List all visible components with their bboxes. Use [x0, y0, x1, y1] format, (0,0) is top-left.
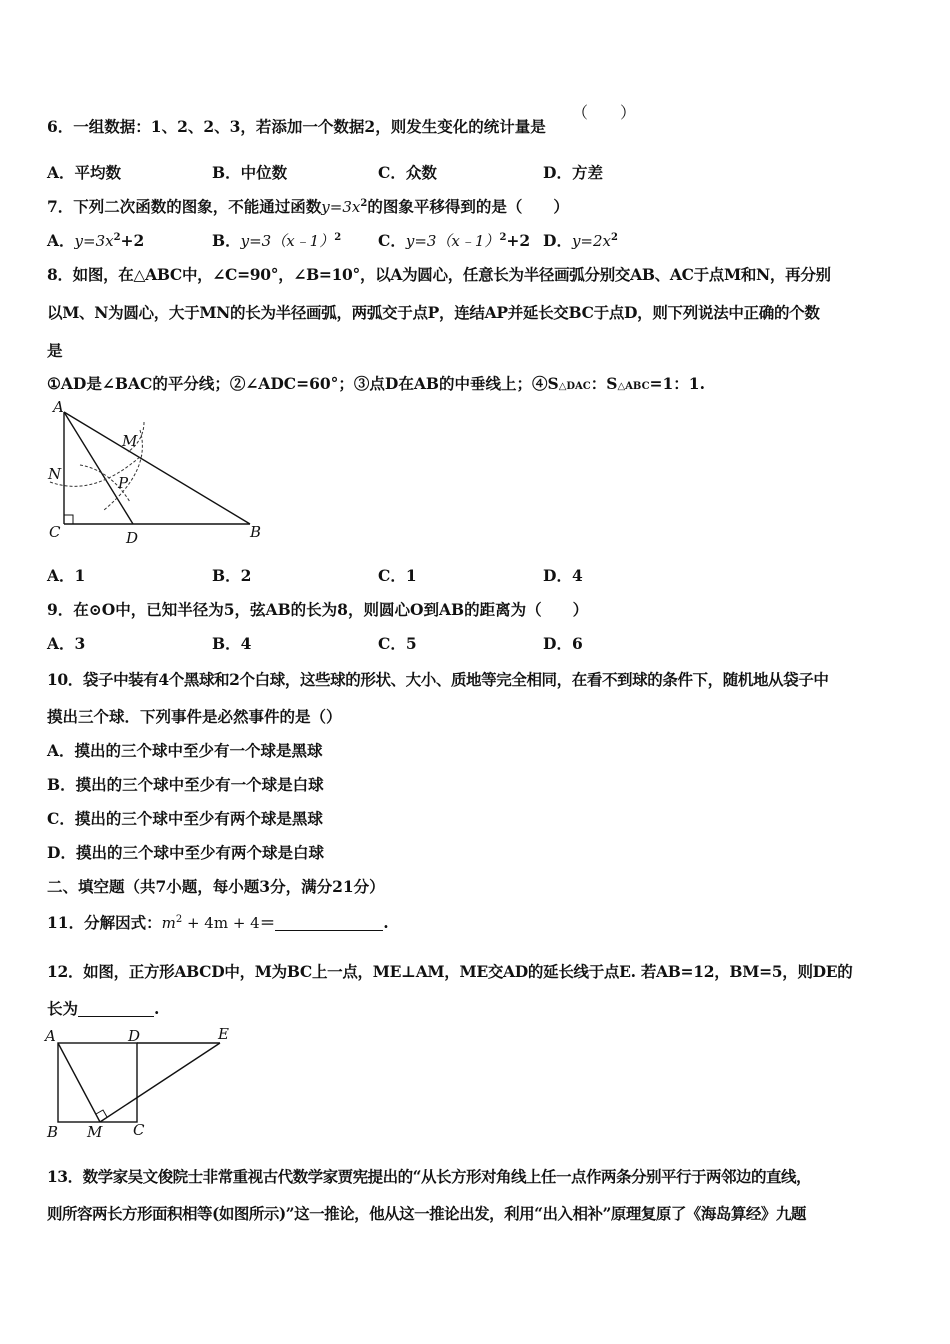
q10-option-d: D．摸出的三个球中至少有两个球是白球	[47, 843, 324, 862]
section-2-heading: 二、填空题（共7小题，每小题3分，满分21分）	[47, 877, 385, 896]
q9-option-c: C．5	[378, 634, 417, 653]
q10-line-1: 10．袋子中装有4个黑球和2个白球，这些球的形状、大小、质地等完全相同，在看不到球的条件下，随机地从袋子中	[47, 670, 829, 689]
q12-label-a: A	[45, 1027, 56, 1045]
q7-option-c: C．y=3（x﹣1）$^2$+2	[378, 231, 531, 250]
q7-option-d: D．$y=2x^2$	[543, 231, 618, 250]
q8-option-c: C．1	[378, 566, 417, 585]
q13-line-1: 13．数学家吴文俊院士非常重视古代数学家贾宪提出的“从长方形对角线上任一点作两条分别平行于两邻边的直线，	[47, 1167, 811, 1186]
q6-option-c: C．众数	[378, 163, 437, 182]
q6-stem: 6．一组数据：1、2、2、3，若添加一个数据2，则发生变化的统计量是	[47, 117, 546, 136]
q6-option-d: D．方差	[543, 163, 603, 182]
q8-label-n: N	[48, 465, 62, 483]
q8-option-a: A．1	[47, 566, 86, 585]
q10-option-c: C．摸出的三个球中至少有两个球是黑球	[47, 809, 323, 828]
q10-line-2: 摸出三个球．下列事件是必然事件的是（）	[47, 707, 342, 726]
q8-statements: ①AD是∠BAC的平分线；②∠ADC=60°；③点D在AB的中垂线上；④S△DAC：S△ABC=1：1.	[47, 374, 705, 393]
q6-answer-paren: （ ）	[572, 103, 637, 122]
q10-option-a: A．摸出的三个球中至少有一个球是黑球	[47, 741, 323, 760]
q12-label-m: M	[87, 1123, 103, 1141]
q8-option-d: D．4	[543, 566, 583, 585]
q8-label-b: B	[250, 523, 262, 541]
q8-label-a: A	[53, 398, 64, 416]
q8-line-2: 以M、N为圆心，大于MN的长为半径画弧，两弧交于点P，连结AP并延长交BC于点D，则下列说法中正确的个数	[47, 303, 820, 322]
q11-line: 11．分解因式：$m^2 + 4m + 4=$ .	[47, 913, 389, 932]
q13-line-2: 则所容两长方形面积相等(如图所示)”这一推论，他从这一推论出发，利用“出入相补”原理复原了《海岛算经》九题	[47, 1204, 806, 1223]
q12-square-figure	[44, 1025, 244, 1140]
q8-option-b: B．2	[212, 566, 252, 585]
q12-line-1: 12．如图，正方形ABCD中，M为BC上一点，ME⊥AM，ME交AD的延长线于点E. 若AB=12，BM=5，则DE的	[47, 962, 853, 981]
q9-option-b: B．4	[212, 634, 252, 653]
q8-triangle-figure	[44, 400, 274, 550]
q9-stem: 9．在⊙O中，已知半径为5，弦AB的长为8，则圆心O到AB的距离为（ ）	[47, 600, 589, 619]
q8-label-c: C	[49, 523, 61, 541]
q8-label-p: P	[118, 474, 129, 492]
q7-stem: 7．下列二次函数的图象，不能通过函数$y=3x^2$的图象平移得到的是（ ）	[47, 197, 569, 216]
q10-option-b: B．摸出的三个球中至少有一个球是白球	[47, 775, 324, 794]
q9-option-a: A．3	[47, 634, 86, 653]
q12-answer-blank	[78, 1002, 154, 1017]
q12-label-b: B	[47, 1123, 59, 1141]
q8-label-m: M	[122, 432, 138, 450]
q6-option-b: B．中位数	[212, 163, 288, 182]
q12-label-e: E	[218, 1025, 229, 1043]
q7-option-b: B．y=3（x﹣1）$^2$	[212, 231, 342, 250]
q6-option-a: A．平均数	[47, 163, 122, 182]
q8-label-d: D	[126, 529, 139, 547]
q9-option-d: D．6	[543, 634, 583, 653]
q7-option-a: A．$y=3x^2+2$	[47, 231, 145, 250]
q8-line-1: 8．如图，在△ABC中，∠C=90°，∠B=10°，以A为圆心，任意长为半径画弧分别交AB、AC于点M和N，再分别	[47, 265, 831, 284]
q12-label-c: C	[133, 1121, 145, 1139]
q11-answer-blank	[275, 916, 383, 931]
q12-label-d: D	[128, 1027, 141, 1045]
q8-line-3: 是	[47, 341, 63, 360]
q12-line-2: 长为 .	[47, 999, 160, 1018]
